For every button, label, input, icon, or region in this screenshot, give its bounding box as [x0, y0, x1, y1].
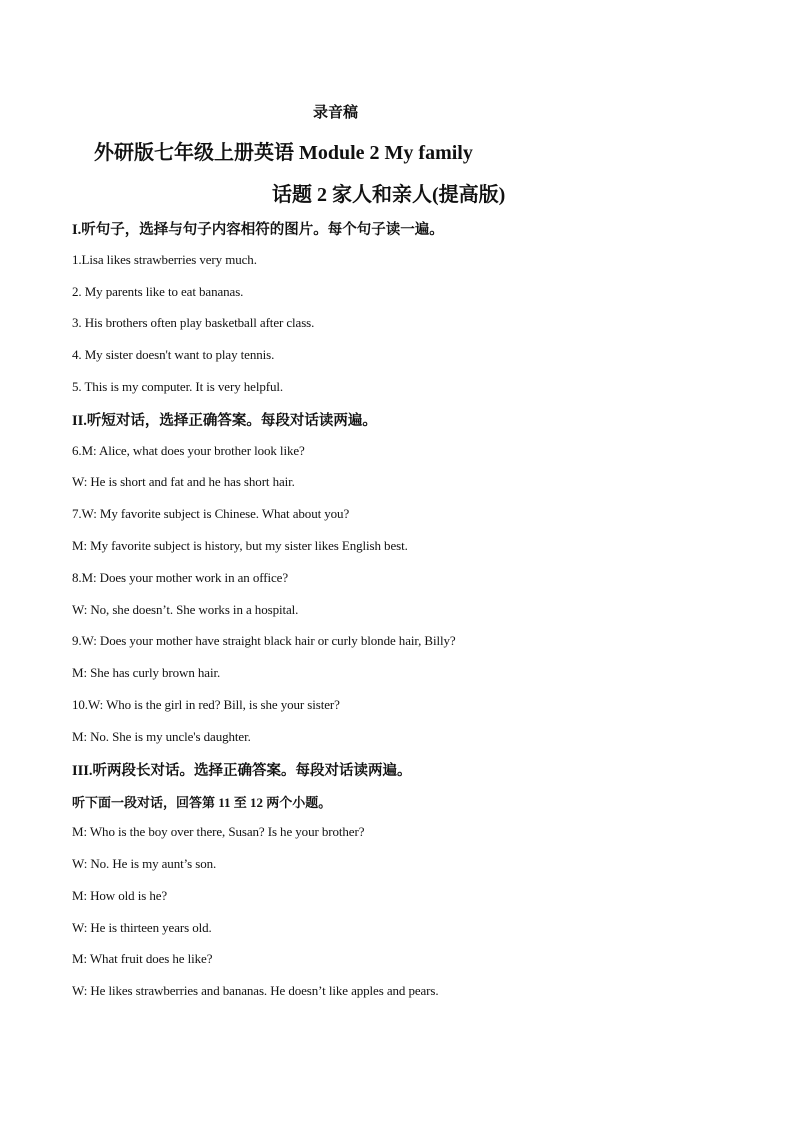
dialogue-line: 6.M: Alice, what does your brother look like?: [72, 443, 305, 458]
section-2-heading: II.听短对话，选择正确答案。每段对话读两遍。: [72, 413, 377, 429]
dialogue-line: M: She has curly brown hair.: [72, 665, 221, 680]
section-3-heading: III.听两段长对话。选择正确答案。每段对话读两遍。: [72, 763, 412, 779]
dialogue-line: M: What fruit does he like?: [72, 951, 213, 966]
sentence-line: 5. This is my computer. It is very helpful.: [72, 379, 284, 394]
document-title: 外研版七年级上册英语 Module 2 My family: [94, 142, 473, 164]
dialogue-line: M: My favorite subject is history, but my sister likes English best.: [72, 538, 408, 553]
sentence-line: 2. My parents like to eat bananas.: [72, 284, 244, 299]
dialogue-line: 8.M: Does your mother work in an office?: [72, 570, 288, 585]
dialogue-line: M: No. She is my uncle's daughter.: [72, 729, 251, 744]
sentence-line: 4. My sister doesn't want to play tennis.: [72, 347, 275, 362]
sentence-line: 3. His brothers often play basketball after class.: [72, 315, 315, 330]
topic-title: 话题 2 家人和亲人(提高版): [272, 184, 506, 206]
transcript-label: 录音稿: [313, 105, 359, 121]
dialogue-line: W: No, she doesn’t. She works in a hospital.: [72, 602, 299, 617]
dialogue-line: M: Who is the boy over there, Susan? Is he your brother?: [72, 824, 365, 839]
dialogue-line: 10.W: Who is the girl in red? Bill, is she your sister?: [72, 697, 340, 712]
dialogue-line: 7.W: My favorite subject is Chinese. What about you?: [72, 506, 350, 521]
dialogue-line: M: How old is he?: [72, 888, 168, 903]
section-1-heading: I.听句子，选择与句子内容相符的图片。每个句子读一遍。: [72, 222, 444, 238]
dialogue-line: W: No. He is my aunt’s son.: [72, 856, 217, 871]
dialogue-line: W: He is thirteen years old.: [72, 920, 212, 935]
section-3-subheading: 听下面一段对话，回答第 11 至 12 两个小题。: [72, 795, 332, 810]
dialogue-line: W: He is short and fat and he has short hair.: [72, 474, 295, 489]
dialogue-line: W: He likes strawberries and bananas. He doesn’t like apples and pears.: [72, 983, 439, 998]
sentence-line: 1.Lisa likes strawberries very much.: [72, 252, 257, 267]
dialogue-line: 9.W: Does your mother have straight black hair or curly blonde hair, Billy?: [72, 633, 456, 648]
